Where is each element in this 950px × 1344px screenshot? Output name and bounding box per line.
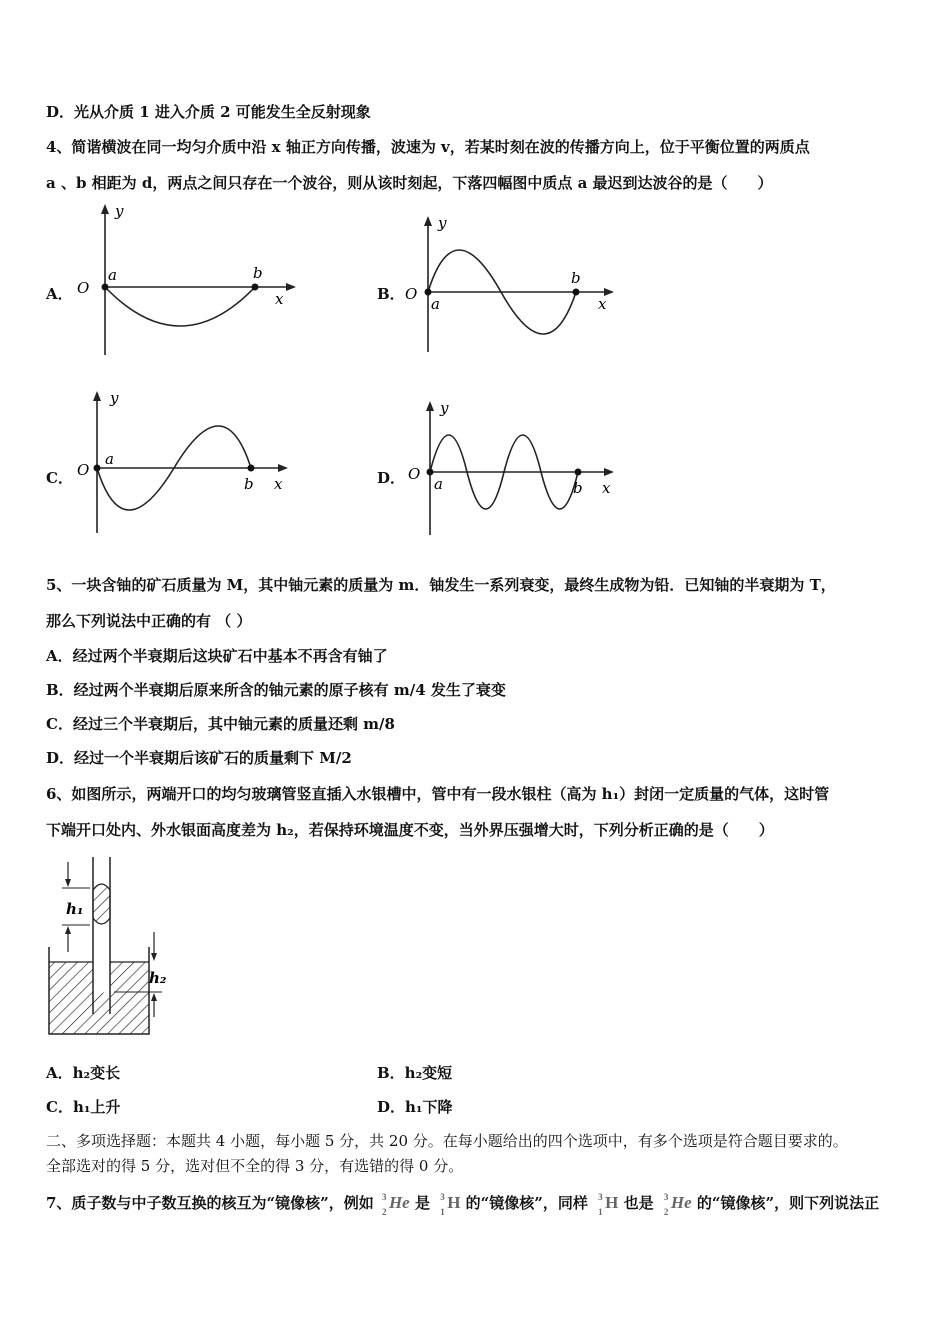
q6-stem-line2: 下端开口处内、外水银面高度差为 h₂，若保持环境温度不变，当外界压强增大时，下列分析正确的是（ ）: [46, 821, 774, 839]
q7-text-part1: 7、质子数与中子数互换的核互为“镜像核”，例如: [46, 1194, 374, 1212]
q5-option-b[interactable]: B．经过两个半衰期后原来所含的铀元素的原子核有 m/4 发生了衰变: [46, 681, 506, 699]
q5-stem-line2: 那么下列说法中正确的有 （ ）: [46, 612, 252, 630]
q4-graph-c[interactable]: [70, 385, 300, 540]
he3-second-symbol: He: [670, 1193, 692, 1212]
h2-label: h₂: [149, 969, 167, 987]
origin-label: O: [77, 461, 90, 479]
h1-arrow-down-icon: [65, 879, 71, 887]
he3-second-mass: 3: [663, 1192, 669, 1202]
isotope-h3-second: [598, 1192, 619, 1217]
q5-stem-line1: 5、一块含铀的矿石质量为 M，其中铀元素的质量为 m．铀发生一系列衰变，最终生成物为铅．已知铀的半衰期为 T，: [46, 576, 836, 594]
isotope-he3-second: [663, 1192, 692, 1217]
y-axis-arrow-icon: [93, 391, 101, 401]
h3-symbol: H: [447, 1193, 461, 1212]
a-label: a: [108, 266, 117, 284]
q4-stem-line1: 4、简谐横波在同一均匀介质中沿 x 轴正方向传播，波速为 v，若某时刻在波的传播方向上，位于平衡位置的两质点: [46, 138, 810, 156]
h3-z: 1: [440, 1207, 445, 1217]
point-a: [102, 284, 109, 291]
he3-second-z: 2: [663, 1207, 669, 1217]
x-axis-arrow-icon: [604, 468, 614, 476]
he3-z: 2: [381, 1207, 387, 1217]
q5-option-a[interactable]: A．经过两个半衰期后这块矿石中基本不再含有铀了: [46, 647, 388, 665]
q6-option-b[interactable]: B．h₂变短: [377, 1064, 453, 1082]
x-label: x: [602, 479, 611, 497]
y-axis-arrow-icon: [426, 401, 434, 411]
section2-heading-line2: 全部选对的得 5 分，选对但不全的得 3 分，有选错的得 0 分。: [46, 1157, 464, 1175]
mercury-column-h1: [93, 884, 110, 924]
h3-second-mass: 3: [598, 1192, 603, 1202]
y-label: y: [115, 202, 124, 220]
point-b: [575, 469, 582, 476]
x-label: x: [274, 475, 283, 493]
origin-label: O: [77, 279, 90, 297]
h2-arrow-down-icon: [151, 953, 157, 961]
q4-option-a-label[interactable]: A．: [46, 285, 73, 303]
q5-option-c[interactable]: C．经过三个半衰期后，其中铀元素的质量还剩 m/8: [46, 715, 395, 733]
x-label: x: [598, 295, 607, 313]
q4-stem-line2: a 、b 相距为 d，两点之间只存在一个波谷，则从该时刻起，下落四幅图中质点 a 最迟到达波谷的是（ ）: [46, 174, 773, 192]
h1-label: h₁: [66, 900, 84, 918]
h3-mass: 3: [440, 1192, 445, 1202]
b-label: b: [573, 479, 583, 497]
a-label: a: [105, 450, 114, 468]
a-label: a: [434, 475, 443, 493]
y-axis-arrow-icon: [424, 216, 432, 226]
q6-option-c[interactable]: C．h₁上升: [46, 1098, 121, 1116]
q7-stem-line1: [46, 1192, 880, 1217]
q7-text-part4: 也是: [623, 1194, 654, 1212]
wave-curve: [105, 287, 255, 326]
b-label: b: [253, 264, 263, 282]
b-label: b: [571, 269, 581, 287]
q6-option-a[interactable]: A．h₂变长: [46, 1064, 121, 1082]
q4-graph-b[interactable]: [400, 210, 630, 360]
y-label: y: [440, 399, 449, 417]
q4-graph-a[interactable]: [70, 200, 300, 360]
q4-option-b-label[interactable]: B．: [377, 285, 405, 303]
h3-second-z: 1: [598, 1207, 603, 1217]
h3-second-symbol: H: [605, 1193, 619, 1212]
q4-option-d-label[interactable]: D．: [377, 469, 406, 487]
y-label: y: [438, 214, 447, 232]
x-axis-arrow-icon: [286, 283, 296, 291]
y-label: y: [110, 389, 119, 407]
he3-symbol: He: [388, 1193, 410, 1212]
q7-text-part2: 是: [414, 1194, 430, 1212]
section2-heading-line1: 二、多项选择题：本题共 4 小题，每小题 5 分，共 20 分。在每小题给出的四个选项中，有多个选项是符合题目要求的。: [46, 1132, 848, 1150]
q7-text-part3: 的“镜像核”，同样: [465, 1194, 588, 1212]
origin-label: O: [405, 285, 418, 303]
point-a: [427, 469, 434, 476]
a-label: a: [431, 295, 440, 313]
y-axis-arrow-icon: [101, 204, 109, 214]
isotope-h3: [440, 1192, 461, 1217]
origin-label: O: [408, 465, 421, 483]
q6-stem-line1: 6、如图所示，两端开口的均匀玻璃管竖直插入水银槽中，管中有一段水银柱（高为 h₁）封闭一定质量的气体，这时管: [46, 785, 830, 803]
point-b: [252, 284, 259, 291]
q5-option-d[interactable]: D．经过一个半衰期后该矿石的质量剩下 M/2: [46, 749, 352, 767]
point-a: [94, 465, 101, 472]
he3-mass: 3: [381, 1192, 387, 1202]
x-axis-arrow-icon: [278, 464, 288, 472]
b-label: b: [244, 475, 254, 493]
q6-option-d[interactable]: D．h₁下降: [377, 1098, 453, 1116]
q4-option-c-label[interactable]: C．: [46, 469, 73, 487]
q3-option-d[interactable]: D．光从介质 1 进入介质 2 可能发生全反射现象: [46, 103, 371, 121]
isotope-he3: [381, 1192, 410, 1217]
q4-graph-d[interactable]: [400, 395, 630, 540]
q6-figure-tube-in-mercury: [40, 852, 180, 1042]
point-b: [248, 465, 255, 472]
point-b: [573, 289, 580, 296]
x-label: x: [275, 290, 284, 308]
q7-text-part5: 的“镜像核”，则下列说法正: [696, 1194, 880, 1212]
